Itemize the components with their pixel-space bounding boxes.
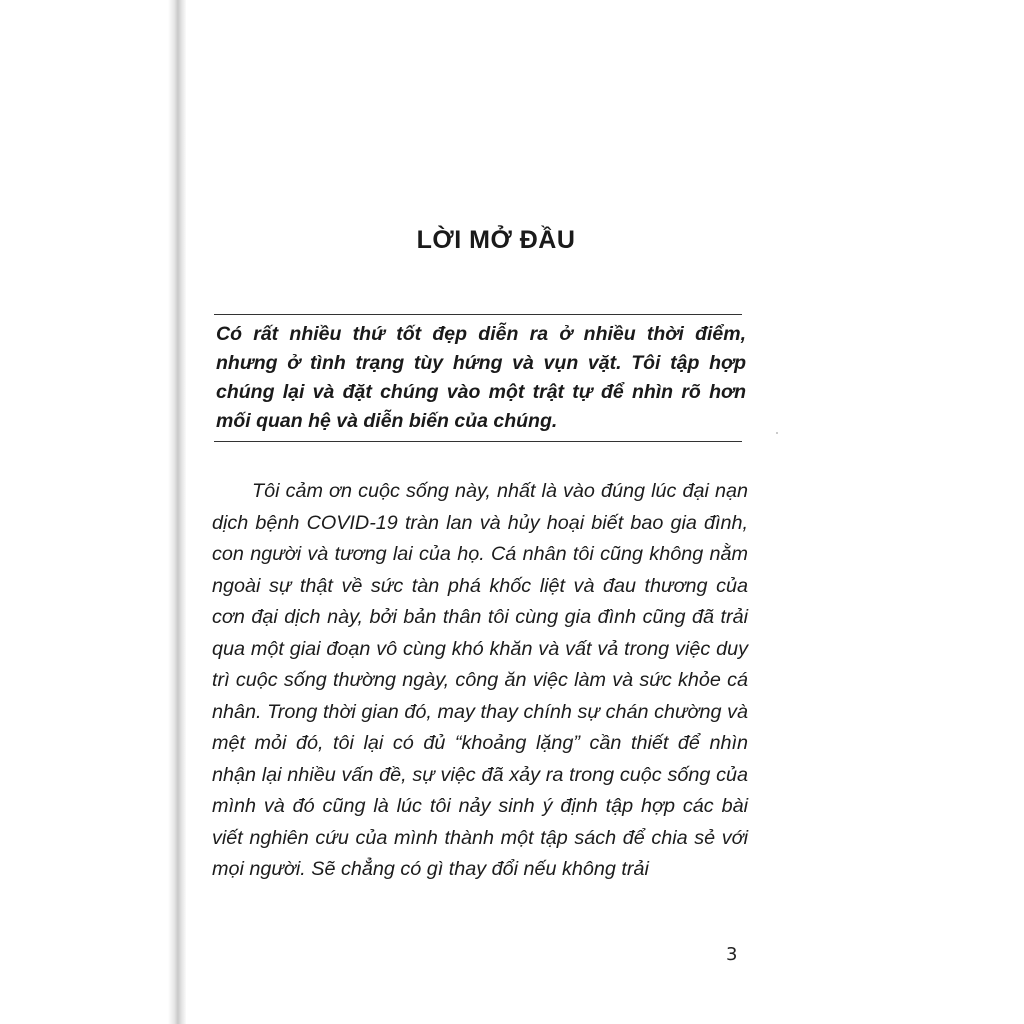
- paper-speck: [776, 432, 778, 434]
- epigraph-bottom-rule: [214, 441, 742, 442]
- epigraph-top-rule: [214, 314, 742, 315]
- body-paragraph: Tôi cảm ơn cuộc sống này, nhất là vào đúng lúc đại nạn dịch bệnh COVID-19 tràn lan và hủy hoại biết bao gia đình, con người và tương lai của họ. Cá nhân tôi cũng không nằm ngoài sự thật về sức tàn phá khốc liệt và đau thương của cơn đại dịch này, bởi bản thân tôi cùng gia đình cũng đã trải qua một giai đoạn vô cùng khó khăn và vất vả trong việc duy trì cuộc sống thường ngày, công ăn việc làm và sức khỏe cá nhân. Trong thời gian đó, may thay chính sự chán chường và mệt mỏi đó, tôi lại có đủ “khoảng lặng” cần thiết để nhìn nhận lại nhiều vấn đề, sự việc đã xảy ra trong cuộc sống của mình và đó cũng là lúc tôi nảy sinh ý định tập hợp các bài viết nghiên cứu của mình thành một tập sách để chia sẻ với mọi người. Sẽ chẳng có gì thay đổi nếu không trải: [212, 480, 748, 880]
- epigraph-text: Có rất nhiều thứ tốt đẹp diễn ra ở nhiều thời điểm, nhưng ở tình trạng tùy hứng và vụn vặt. Tôi tập hợp chúng lại và đặt chúng vào một trật tự để nhìn rõ hơn mối quan hệ và diễn biến của chúng.: [216, 323, 746, 432]
- chapter-title: LỜI MỞ ĐẦU: [416, 226, 576, 254]
- book-binding-shadow: [168, 0, 186, 1024]
- page-number: 3: [726, 944, 738, 965]
